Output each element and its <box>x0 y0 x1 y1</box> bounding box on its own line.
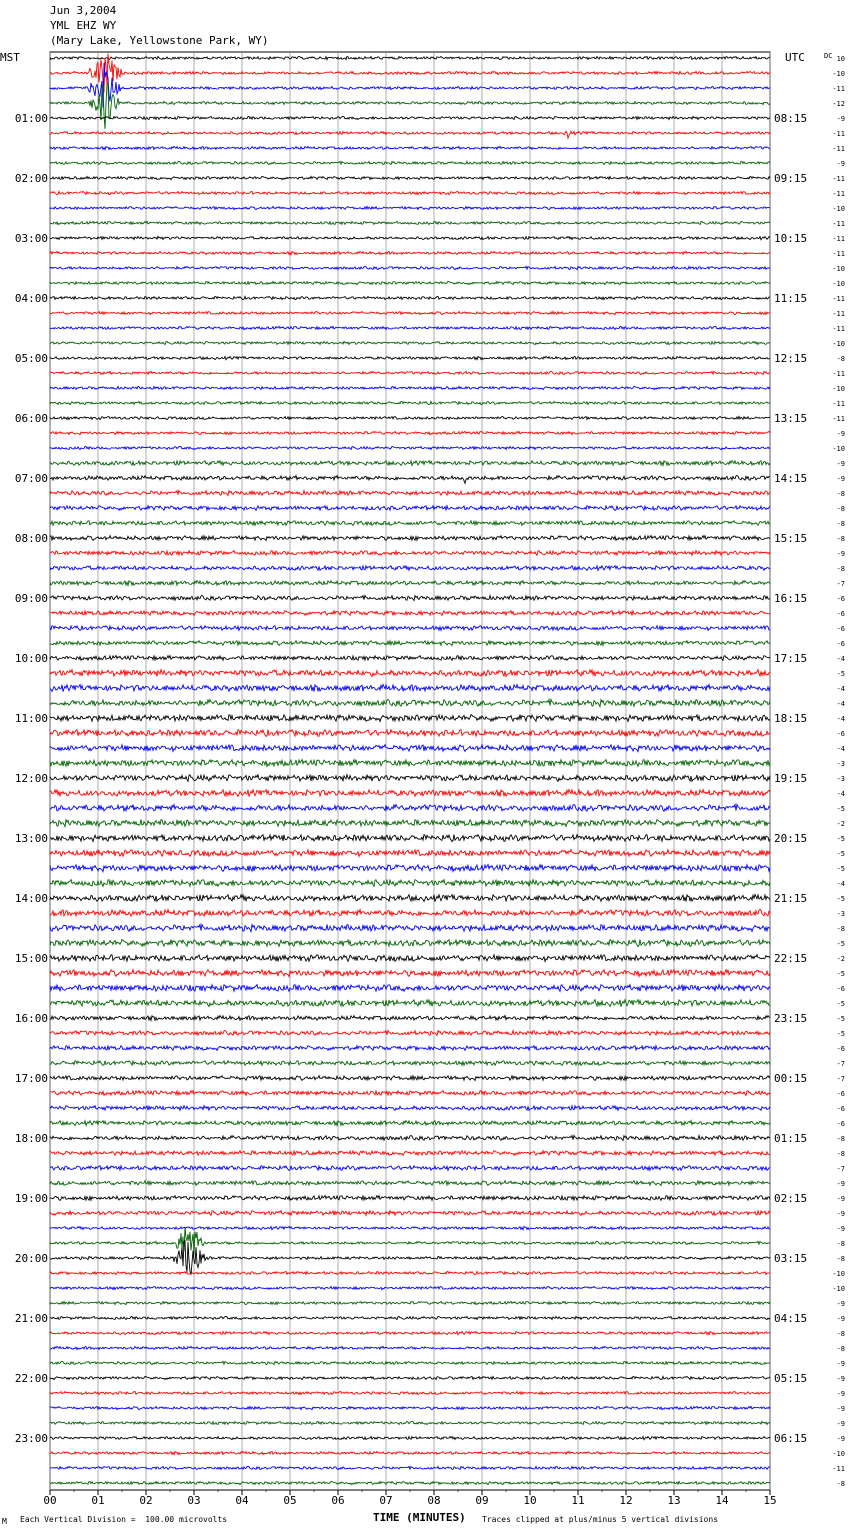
trace-line-62 <box>50 985 770 992</box>
dc-offset-label: -5 <box>836 865 845 873</box>
right-hour-label: 10:15 <box>774 232 808 245</box>
trace-line-52 <box>50 835 770 842</box>
trace-line-28 <box>50 476 770 484</box>
dc-offset-label: -11 <box>832 310 845 318</box>
dc-offset-label: -8 <box>836 520 845 528</box>
trace-line-69 <box>50 1091 770 1096</box>
dc-offset-label: -11 <box>832 415 845 423</box>
trace-line-71 <box>50 1121 770 1126</box>
trace-line-73 <box>50 1151 770 1156</box>
dc-offset-label: -11 <box>832 370 845 378</box>
dc-offset-label: -10 <box>832 1450 845 1458</box>
dc-offset-label: -9 <box>836 1390 845 1398</box>
dc-offset-label: -5 <box>836 805 845 813</box>
right-hour-label: 17:15 <box>774 652 808 665</box>
x-tick-label: 04 <box>235 1494 249 1507</box>
dc-offset-label: -6 <box>836 640 845 648</box>
trace-line-14 <box>50 266 770 269</box>
dc-offset-label: -7 <box>836 1075 845 1083</box>
right-hour-label: 05:15 <box>774 1372 808 1385</box>
scale-mark: M <box>2 1517 7 1526</box>
dc-offset-label: -9 <box>836 160 845 168</box>
trace-line-32 <box>50 536 770 541</box>
left-hour-label: 10:00 <box>14 652 48 665</box>
trace-line-84 <box>50 1316 770 1319</box>
right-hour-label: 18:15 <box>774 712 808 725</box>
dc-offset-label: -9 <box>836 115 845 123</box>
left-hour-label: 08:00 <box>14 532 48 545</box>
dc-offset-label: -3 <box>836 910 845 918</box>
trace-line-9 <box>50 191 770 194</box>
dc-offset-label: -9 <box>836 1405 845 1413</box>
dc-offset-label: -5 <box>836 1030 845 1038</box>
trace-line-74 <box>50 1166 770 1171</box>
dc-offset-label: -5 <box>836 1015 845 1023</box>
right-hour-label: 21:15 <box>774 892 808 905</box>
dc-offset-label: -9 <box>836 550 845 558</box>
dc-offset-label: -6 <box>836 610 845 618</box>
trace-line-12 <box>50 236 770 239</box>
trace-line-50 <box>50 804 770 811</box>
trace-line-5 <box>50 131 770 138</box>
x-tick-label: 00 <box>43 1494 57 1507</box>
left-hour-label: 12:00 <box>14 772 48 785</box>
trace-line-16 <box>50 296 770 299</box>
left-hour-label: 22:00 <box>14 1372 48 1385</box>
x-tick-label: 06 <box>331 1494 345 1507</box>
trace-line-58 <box>50 925 770 932</box>
trace-line-88 <box>50 1376 770 1379</box>
left-hour-label: 20:00 <box>14 1252 48 1265</box>
dc-label: DC <box>824 52 833 60</box>
left-hour-label: 18:00 <box>14 1132 48 1145</box>
trace-line-55 <box>50 880 770 887</box>
trace-line-91 <box>50 1421 770 1424</box>
right-hour-label: 12:15 <box>774 352 808 365</box>
left-hour-label: 15:00 <box>14 952 48 965</box>
left-hour-label: 21:00 <box>14 1312 48 1325</box>
dc-offset-label: -11 <box>832 1465 845 1473</box>
trace-line-36 <box>50 596 770 601</box>
traces <box>50 54 770 1485</box>
dc-offset-label: -7 <box>836 1165 845 1173</box>
left-zone-label: MST <box>0 51 20 64</box>
trace-line-61 <box>50 970 770 977</box>
dc-offset-label: -8 <box>836 490 845 498</box>
trace-line-1 <box>50 54 770 93</box>
trace-line-87 <box>50 1361 770 1364</box>
trace-line-43 <box>50 699 770 706</box>
trace-line-20 <box>50 356 770 359</box>
trace-line-42 <box>50 685 770 692</box>
x-tick-label: 12 <box>619 1494 633 1507</box>
x-tick-label: 02 <box>139 1494 153 1507</box>
dc-offset-label: -11 <box>832 400 845 408</box>
dc-offset-label: -8 <box>836 1255 845 1263</box>
dc-offset-label: -11 <box>832 250 845 258</box>
x-tick-label: 10 <box>523 1494 537 1507</box>
dc-offset-label: -3 <box>836 760 845 768</box>
left-hour-label: 06:00 <box>14 412 48 425</box>
trace-line-54 <box>50 865 770 872</box>
dc-offset-label: -10 <box>832 265 845 273</box>
x-axis-label: TIME (MINUTES) <box>373 1511 466 1524</box>
left-hour-label: 01:00 <box>14 112 48 125</box>
dc-offset-label: -5 <box>836 1000 845 1008</box>
left-hour-label: 16:00 <box>14 1012 48 1025</box>
trace-line-25 <box>50 431 770 434</box>
right-hour-label: 08:15 <box>774 112 808 125</box>
dc-offset-label: -11 <box>832 190 845 198</box>
dc-offset-label: -5 <box>836 835 845 843</box>
dc-offset-label: -5 <box>836 940 845 948</box>
right-hour-label: 22:15 <box>774 952 808 965</box>
dc-offset-label: -7 <box>836 1060 845 1068</box>
trace-line-39 <box>50 641 770 646</box>
trace-line-21 <box>50 371 770 374</box>
trace-line-47 <box>50 760 770 767</box>
dc-offset-label: -6 <box>836 730 845 738</box>
trace-line-2 <box>50 63 770 108</box>
dc-offset-label: -11 <box>832 235 845 243</box>
trace-line-15 <box>50 281 770 284</box>
trace-line-70 <box>50 1106 770 1111</box>
trace-line-77 <box>50 1211 770 1216</box>
dc-offset-label: -9 <box>836 1435 845 1443</box>
trace-line-29 <box>50 491 770 496</box>
dc-offset-label: -9 <box>836 1300 845 1308</box>
trace-line-53 <box>50 850 770 857</box>
trace-line-63 <box>50 1000 770 1007</box>
left-hour-label: 07:00 <box>14 472 48 485</box>
dc-offset-label: -8 <box>836 565 845 573</box>
trace-line-90 <box>50 1406 770 1409</box>
dc-offset-label: -11 <box>832 85 845 93</box>
dc-offset-label: -8 <box>836 925 845 933</box>
right-hour-label: 23:15 <box>774 1012 808 1025</box>
x-tick-label: 01 <box>91 1494 105 1507</box>
trace-line-13 <box>50 251 770 254</box>
trace-line-23 <box>50 401 770 404</box>
dc-offset-label: -5 <box>836 850 845 858</box>
left-hour-label: 04:00 <box>14 292 48 305</box>
dc-offset-label: -9 <box>836 1375 845 1383</box>
trace-line-40 <box>50 656 770 661</box>
x-tick-label: 11 <box>571 1494 585 1507</box>
x-tick-label: 14 <box>715 1494 729 1507</box>
dc-offset-label: -5 <box>836 670 845 678</box>
dc-offset-label: -9 <box>836 1420 845 1428</box>
trace-line-85 <box>50 1332 770 1335</box>
trace-line-83 <box>50 1301 770 1304</box>
right-hour-label: 19:15 <box>774 772 808 785</box>
right-hour-label: 06:15 <box>774 1432 808 1445</box>
dc-offset-label: -6 <box>836 625 845 633</box>
x-tick-label: 07 <box>379 1494 393 1507</box>
dc-offset-label: -6 <box>836 1120 845 1128</box>
trace-line-8 <box>50 176 770 179</box>
trace-line-17 <box>50 312 770 315</box>
trace-line-26 <box>50 446 770 449</box>
dc-offset-label: -9 <box>836 1210 845 1218</box>
dc-offset-label: -4 <box>836 880 845 888</box>
trace-line-37 <box>50 611 770 616</box>
trace-line-46 <box>50 745 770 752</box>
trace-line-10 <box>50 207 770 210</box>
trace-line-92 <box>50 1437 770 1440</box>
left-hour-label: 13:00 <box>14 832 48 845</box>
clip-note: Traces clipped at plus/minus 5 vertical divisions <box>482 1515 719 1524</box>
dc-offset-label: -8 <box>836 1330 845 1338</box>
trace-line-59 <box>50 940 770 947</box>
x-tick-label: 13 <box>667 1494 681 1507</box>
left-hour-label: 11:00 <box>14 712 48 725</box>
left-hour-label: 02:00 <box>14 172 48 185</box>
dc-offset-label: -8 <box>836 505 845 513</box>
trace-line-64 <box>50 1016 770 1021</box>
trace-line-31 <box>50 521 770 526</box>
trace-line-24 <box>50 417 770 420</box>
dc-offset-label: -11 <box>832 220 845 228</box>
dc-offset-label: -8 <box>836 355 845 363</box>
dc-offset-label: -9 <box>836 460 845 468</box>
right-hour-label: 00:15 <box>774 1072 808 1085</box>
trace-line-82 <box>50 1287 770 1290</box>
trace-line-94 <box>50 1466 770 1469</box>
dc-offset-label: -4 <box>836 745 845 753</box>
x-tick-label: 15 <box>763 1494 777 1507</box>
trace-line-51 <box>50 820 770 827</box>
division-note: Each Vertical Division = 100.00 microvolts <box>20 1515 228 1524</box>
trace-line-0 <box>50 56 770 59</box>
right-hour-label: 15:15 <box>774 532 808 545</box>
x-tick-label: 08 <box>427 1494 441 1507</box>
trace-line-45 <box>50 730 770 737</box>
x-tick-label: 09 <box>475 1494 489 1507</box>
trace-line-19 <box>50 341 770 344</box>
trace-line-66 <box>50 1046 770 1051</box>
right-hour-label: 16:15 <box>774 592 808 605</box>
trace-line-7 <box>50 161 770 164</box>
dc-offset-label: -11 <box>832 145 845 153</box>
right-hour-label: 14:15 <box>774 472 808 485</box>
trace-line-72 <box>50 1136 770 1141</box>
trace-line-38 <box>50 626 770 631</box>
x-tick-label: 05 <box>283 1494 297 1507</box>
trace-line-81 <box>50 1271 770 1274</box>
trace-line-34 <box>50 566 770 571</box>
dc-offset-label: -9 <box>836 430 845 438</box>
dc-offset-label: -10 <box>832 205 845 213</box>
header-station: YML EHZ WY <box>50 19 117 32</box>
right-hour-label: 04:15 <box>774 1312 808 1325</box>
trace-line-60 <box>50 955 770 962</box>
trace-line-18 <box>50 326 770 329</box>
header-location: (Mary Lake, Yellowstone Park, WY) <box>50 34 269 47</box>
trace-line-76 <box>50 1196 770 1201</box>
right-hour-label: 11:15 <box>774 292 808 305</box>
dc-offset-label: -4 <box>836 700 845 708</box>
dc-offset-label: -5 <box>836 970 845 978</box>
trace-line-33 <box>50 551 770 556</box>
trace-line-41 <box>50 670 770 677</box>
trace-line-44 <box>50 715 770 722</box>
trace-line-22 <box>50 386 770 389</box>
left-hour-label: 03:00 <box>14 232 48 245</box>
header-date: Jun 3,2004 <box>50 4 117 17</box>
trace-line-65 <box>50 1031 770 1036</box>
dc-offset-label: -12 <box>832 100 845 108</box>
dc-offset-label: -10 <box>832 340 845 348</box>
dc-offset-label: -9 <box>836 1360 845 1368</box>
trace-line-35 <box>50 581 770 586</box>
dc-offset-label: -6 <box>836 1105 845 1113</box>
dc-offset-label: -9 <box>836 1315 845 1323</box>
dc-offset-label: -6 <box>836 1045 845 1053</box>
dc-offset-label: -8 <box>836 1150 845 1158</box>
left-hour-label: 17:00 <box>14 1072 48 1085</box>
dc-offset-label: -6 <box>836 985 845 993</box>
dc-offset-label: -8 <box>836 535 845 543</box>
dc-offset-label: -10 <box>832 385 845 393</box>
dc-offset-label: -11 <box>832 175 845 183</box>
right-hour-label: 20:15 <box>774 832 808 845</box>
dc-offset-label: -10 <box>832 70 845 78</box>
trace-line-27 <box>50 461 770 466</box>
left-hour-label: 14:00 <box>14 892 48 905</box>
right-hour-label: 13:15 <box>774 412 808 425</box>
right-zone-label: UTC <box>785 51 805 64</box>
trace-line-30 <box>50 506 770 511</box>
left-hour-label: 23:00 <box>14 1432 48 1445</box>
dc-offset-label: -6 <box>836 1090 845 1098</box>
dc-offset-label: -4 <box>836 685 845 693</box>
dc-offset-label: -8 <box>836 1480 845 1488</box>
trace-line-95 <box>50 1481 770 1484</box>
trace-line-11 <box>50 221 770 224</box>
trace-line-49 <box>50 790 770 797</box>
trace-line-6 <box>50 146 770 149</box>
right-hour-label: 03:15 <box>774 1252 808 1265</box>
dc-offset-label: -11 <box>832 325 845 333</box>
dc-offset-label: -10 <box>832 445 845 453</box>
x-tick-label: 03 <box>187 1494 201 1507</box>
dc-offset-label: -9 <box>836 1195 845 1203</box>
dc-offset-label: -10 <box>832 280 845 288</box>
dc-offset-label: -9 <box>836 1225 845 1233</box>
dc-offset-label: -9 <box>836 1180 845 1188</box>
trace-line-93 <box>50 1451 770 1454</box>
trace-line-75 <box>50 1181 770 1186</box>
grid <box>50 52 770 1495</box>
dc-offset-label: -4 <box>836 715 845 723</box>
trace-line-48 <box>50 775 770 782</box>
dc-offset-label: -2 <box>836 820 845 828</box>
dc-offset-label: -4 <box>836 790 845 798</box>
trace-line-56 <box>50 895 770 902</box>
right-hour-label: 09:15 <box>774 172 808 185</box>
dc-offset-label: -10 <box>832 1285 845 1293</box>
dc-offset-label: -10 <box>832 1270 845 1278</box>
dc-offset-label: -4 <box>836 655 845 663</box>
dc-offset-label: -3 <box>836 775 845 783</box>
left-hour-label: 19:00 <box>14 1192 48 1205</box>
trace-line-89 <box>50 1392 770 1395</box>
dc-offset-label: -8 <box>836 1135 845 1143</box>
trace-line-79 <box>50 1227 770 1255</box>
left-hour-label: 05:00 <box>14 352 48 365</box>
right-hour-label: 01:15 <box>774 1132 808 1145</box>
trace-line-67 <box>50 1061 770 1066</box>
trace-line-78 <box>50 1226 770 1229</box>
dc-offset-label: -7 <box>836 580 845 588</box>
dc-offset-label: -8 <box>836 1240 845 1248</box>
dc-offset-label: -2 <box>836 955 845 963</box>
trace-line-4 <box>50 116 770 119</box>
trace-line-86 <box>50 1346 770 1349</box>
dc-offset-label: -6 <box>836 595 845 603</box>
trace-line-68 <box>50 1076 770 1081</box>
dc-offset-label: -5 <box>836 895 845 903</box>
dc-offset-label: -8 <box>836 1345 845 1353</box>
dc-offset-label: 10 <box>836 55 845 63</box>
trace-line-80 <box>50 1241 770 1275</box>
dc-offset-label: -11 <box>832 295 845 303</box>
right-hour-label: 02:15 <box>774 1192 808 1205</box>
dc-offset-label: -9 <box>836 475 845 483</box>
trace-line-57 <box>50 909 770 916</box>
dc-offset-label: -11 <box>832 130 845 138</box>
left-hour-label: 09:00 <box>14 592 48 605</box>
